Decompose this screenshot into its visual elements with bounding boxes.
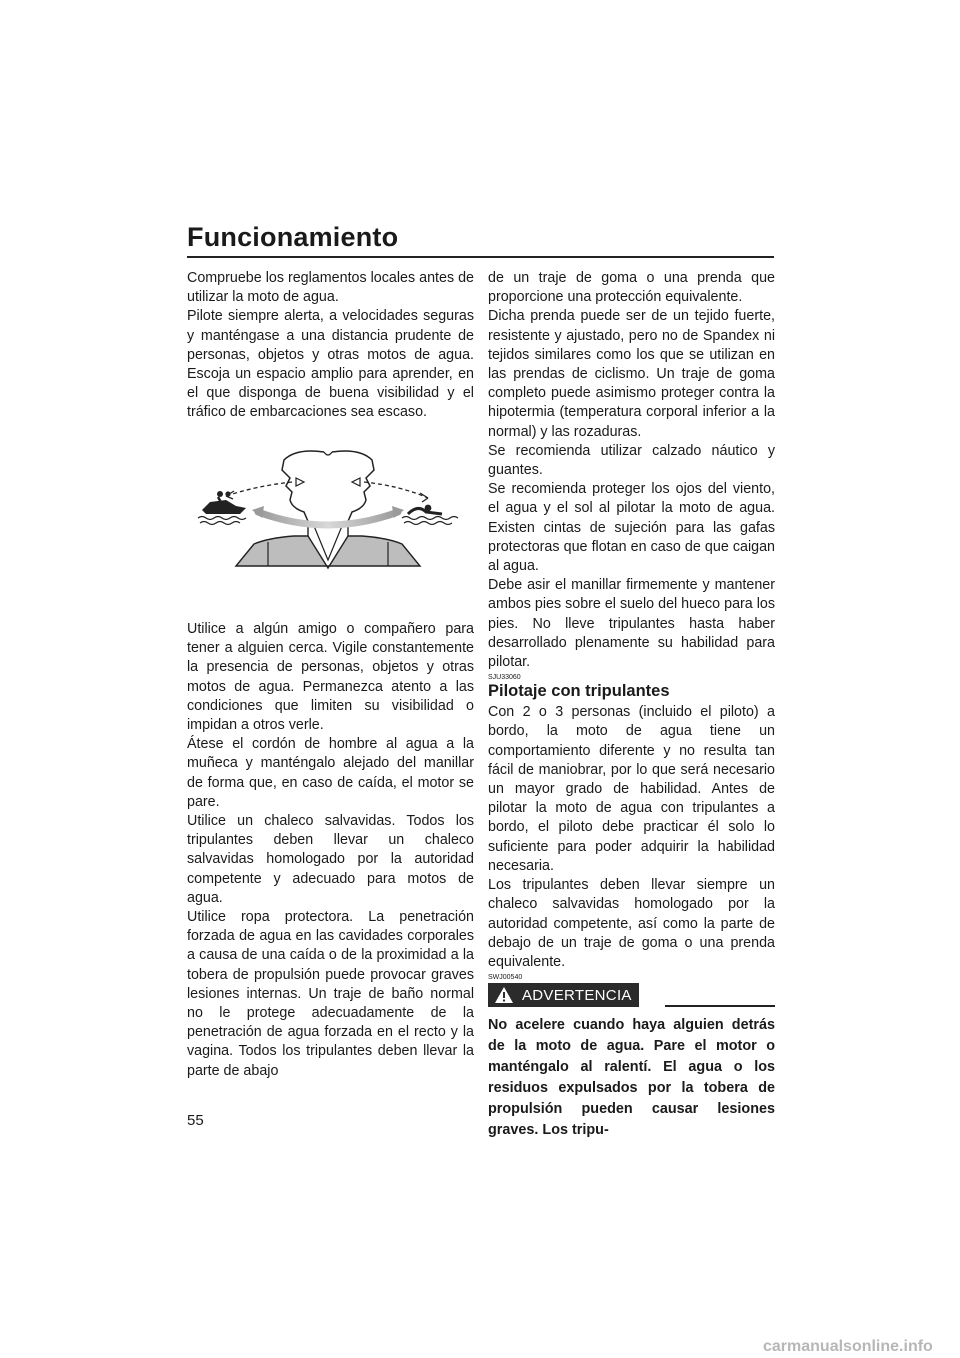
left-column-bottom [187, 620, 474, 1081]
paragraph: Utilice ropa protectora. La penetración forzada de agua en las cavidades corporales a causa de una caída o de la proximidad a la tobera de propulsión puede provocar graves lesiones internas. Un traje de baño normal no le protege adecuadamente de la penetración de agua forzada en el recto y la vagina. Todos los tripulantes deben llevar la parte de abajo [187, 909, 474, 1079]
section-code: SJU33060 [488, 674, 521, 682]
water-waves-right [402, 517, 458, 525]
paragraph: Utilice a algún amigo o compañero para tener a alguien cerca. Vigile constantemente la presencia de personas, objetos y otras motos de agua. Permanezca atento a las condiciones que limiten su visibilidad o impidan a otros verle. [187, 621, 474, 734]
warning-code: SWJ00540 [488, 974, 523, 982]
scan-arc [258, 512, 398, 525]
paragraph: de un traje de goma o una prenda que proporcione una protección equivalente. [488, 270, 775, 306]
paragraph: Los tripulantes deben llevar siempre un chaleco salvavidas homologado por la autoridad competente, así como la parte de debajo de un traje de goma o una prenda equivalente. [488, 877, 775, 970]
paragraph: Con 2 o 3 personas (incluido el piloto) a bordo, la moto de agua tiene un comportamiento diferente y no resulta tan fácil de maniobrar, por lo que será necesario un mayor grado de habilidad. Antes de pilotar la moto de agua con tripulantes a bordo, el piloto debe practicar él solo lo suficiente para poder adquirir la habilidad necesaria. [488, 704, 775, 874]
paragraph: Se recomienda utilizar calzado náutico y guantes. [488, 442, 775, 479]
paragraph: Pilote siempre alerta, a velocidades seguras y manténgase a una distancia prudente de personas, objetos y otras motos de agua. Escoja un espacio amplio para aprender, en el que disponga de buena visibilidad y el tráfico de embarcaciones sea escaso. [187, 308, 474, 421]
section-heading: Pilotaje con tripulantes [488, 682, 670, 701]
rider-shirt [236, 536, 420, 568]
warning-text: No acelere cuando haya alguien detrás de la moto de agua. Pare el motor o manténgalo al ralentí. El agua o los residuos expulsados por la tobera de propulsión pueden causar lesiones graves. Los tripu- [488, 1017, 775, 1139]
watercraft-icon [202, 491, 246, 514]
paragraph: Dicha prenda puede ser de un tejido fuerte, resistente y ajustado, pero no de Spandex ni tejidos similares como los que se utilizan en las prendas de ciclismo. Un traje de goma completo puede asimismo proteger contra la hipotermia (temperatura corporal inferior a la normal) y las rozaduras. [488, 308, 775, 440]
warning-badge [488, 983, 639, 1007]
water-waves-left [198, 517, 246, 525]
warning-header [488, 983, 775, 1009]
page-title: Funcionamiento [187, 222, 399, 252]
left-column-top [187, 269, 474, 423]
head-right-icon [332, 451, 374, 526]
warning-label: ADVERTENCIA [522, 986, 632, 1004]
paragraph: Compruebe los reglamentos locales antes de utilizar la moto de agua. [187, 270, 474, 306]
warning-rule [665, 1005, 775, 1007]
paragraph: Átese el cordón de hombre al agua a la muñeca y manténgalo alejado del manillar de forma que, en caso de caída, el motor se pare. [187, 736, 474, 810]
lookout-illustration [196, 448, 462, 570]
right-column [488, 269, 775, 1141]
title-rule [187, 256, 774, 258]
head-left-icon [282, 451, 324, 526]
paragraph: Debe asir el manillar firmemente y mantener ambos pies sobre el suelo del hueco para los pies. No lleve tripulantes hasta haber desarrollado plenamente su habilidad para pilotar. [488, 577, 775, 671]
warning-triangle-icon [494, 986, 514, 1004]
paragraph: Se recomienda proteger los ojos del viento, el agua y el sol al pilotar la moto de agua. Existen cintas de sujeción para las gafas protectoras que flotan en caso de que caigan al agua. [488, 481, 775, 575]
watermark: carmanualsonline.info [763, 1338, 933, 1355]
paragraph: Utilice un chaleco salvavidas. Todos los tripulantes deben llevar un chaleco salvavidas homologado por la autoridad competente y adecuado para motos de agua. [187, 813, 474, 906]
page-number: 55 [187, 1112, 204, 1129]
swimmer-icon [408, 505, 442, 514]
